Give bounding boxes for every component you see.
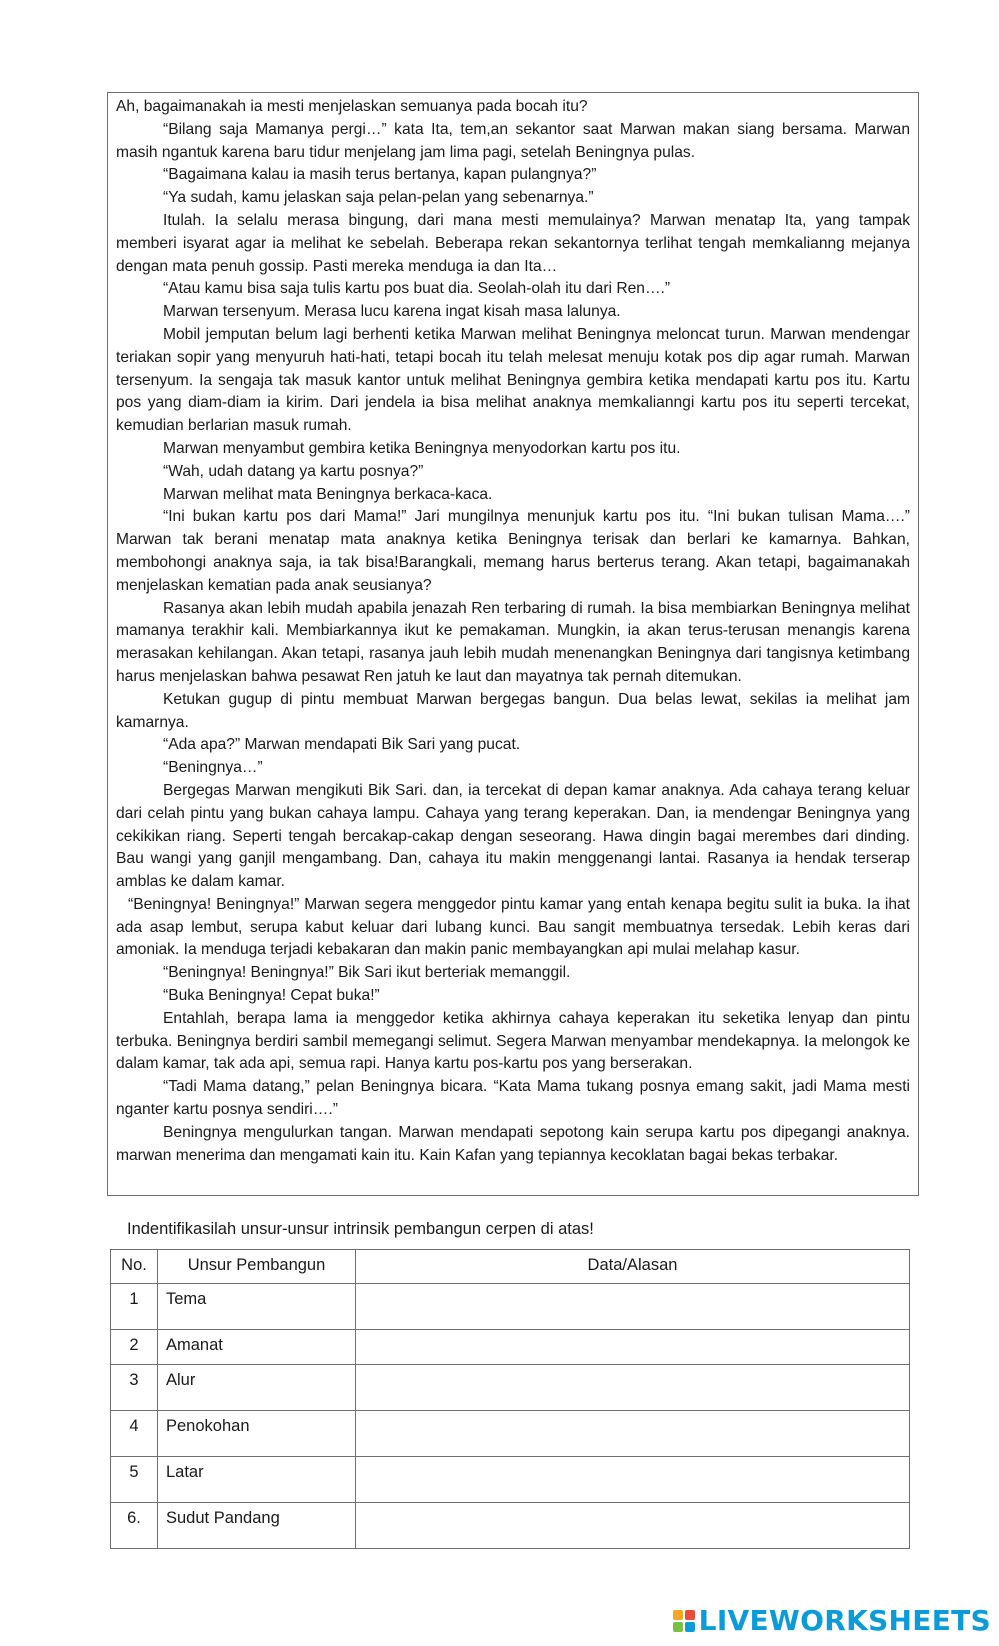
table-row [111,1503,910,1549]
story-paragraph: “Bilang saja Mamanya pergi…” kata Ita, tem,an sekantor saat Marwan makan siang bersama. Marwan masih ngantuk karena baru tidur menjelang jam lima pagi, setelah Beningnya pulas. [116,120,910,161]
story-paragraph: “Atau kamu bisa saja tulis kartu pos buat dia. Seolah-olah itu dari Ren….” [163,280,671,298]
story-paragraph: “Ini bukan kartu pos dari Mama!” Jari mungilnya menunjuk kartu pos itu. “Ini bukan tulisan Mama….” Marwan tak berani menatap mata anaknya ketika Beningnya terisak dan berlari ke kamarnya. Bahkan, membohongi anaknya saja, ia tak bisa!Barangkali, memang harus berterus terang. Akan tetapi, bagaimanakah menjelaskan kematian pada anak seusianya? [116,508,910,594]
story-paragraph: Ketukan gugup di pintu membuat Marwan bergegas bangun. Dua belas lewat, sekilas ia melihat jam kamarnya. [116,690,910,731]
table-row [111,1365,910,1411]
row-data-cell[interactable] [356,1284,910,1330]
story-paragraph: “Ya sudah, kamu jelaskan saja pelan-pelan yang sebenarnya.” [163,189,594,207]
row-data-cell[interactable] [356,1365,910,1411]
story-paragraph: “Wah, udah datang ya kartu posnya?” [163,462,424,480]
header-no: No. [111,1250,158,1284]
story-paragraph: Mobil jemputan belum lagi berhenti ketika Marwan melihat Beningnya meloncat turun. Marwan mendengar teriakan sopir yang menyuruh hati-hati, tetapi bocah itu telah melesat menuju kotak pos dip agar rumah. Marwan tersenyum. Ia sengaja tak masuk kantor untuk melihat Beningnya gembira ketika mendapati kartu pos itu. Kartu pos yang diam-diam ia kirim. Dari jendela ia bisa melihat anaknya memkalianngi kartu pos itu seperti tercekat, kemudian berlarian masuk rumah. [116,325,910,435]
logo-square [673,1610,683,1620]
row-no: 4 [111,1411,158,1457]
logo-square [685,1610,695,1620]
row-unsur: Sudut Pandang [158,1503,356,1549]
story-paragraph: “Beningnya! Beningnya!” Bik Sari ikut berteriak memanggil. [163,964,571,982]
row-unsur: Latar [158,1457,356,1503]
table-row [111,1330,910,1365]
row-no: 2 [111,1330,158,1365]
story-paragraph: Marwan melihat mata Beningnya berkaca-kaca. [163,485,493,503]
logo-wordmark: LIVEWORKSHEETS [698,1604,991,1637]
table-header-row [111,1250,910,1284]
story-paragraph: “Ada apa?” Marwan mendapati Bik Sari yang pucat. [163,736,521,754]
logo-square [673,1622,683,1632]
story-paragraph: Itulah. Ia selalu merasa bingung, dari mana mesti memulainya? Marwan menatap Ita, yang tampak memberi isyarat agar ia melihat ke sebelah. Beberapa rekan sekantornya terlihat tengah memkalianng mejanya dengan mata penuh gossip. Pasti mereka menduga ia dan Ita… [116,211,910,275]
story-paragraph: “Tadi Mama datang,” pelan Beningnya bicara. “Kata Mama tukang posnya emang sakit, jadi Mama mesti nganter kartu posnya sendiri….” [116,1078,910,1119]
story-paragraph: “Bagaimana kalau ia masih terus bertanya, kapan pulangnya?” [163,166,597,184]
logo-squares-icon [673,1610,695,1632]
header-data: Data/Alasan [356,1250,910,1284]
story-paragraph: Entahlah, berapa lama ia menggedor ketika akhirnya cahaya keperakan itu seketika lenyap dan pintu terbuka. Beningnya berdiri sambil memegangi selimut. Segera Marwan menyambar mendekapnya. Ia melongok ke dalam kamar, tak ada api, semua rapi. Hanya kartu pos-kartu pos yang berserakan. [116,1009,910,1073]
row-unsur: Alur [158,1365,356,1411]
row-unsur: Penokohan [158,1411,356,1457]
row-no: 6. [111,1503,158,1549]
row-data-cell[interactable] [356,1411,910,1457]
row-data-cell[interactable] [356,1457,910,1503]
story-paragraph: Ah, bagaimanakah ia mesti menjelaskan semuanya pada bocah itu? [116,98,588,115]
logo-square [685,1622,695,1632]
story-text-box [107,92,919,1196]
row-no: 5 [111,1457,158,1503]
story-paragraph: “Beningnya! Beningnya!” Marwan segera menggedor pintu kamar yang entah kenapa begitu sulit ia buka. Ia ihat ada asap lembut, serupa kabut keluar dari lubang kunci. Bau sangit membuatnya tersedak. Lebih keras dari amoniak. Ia menduga terjadi kebakaran dan makin panic membayangkan api mulai melahap kasur. [116,895,910,959]
story-paragraph: Marwan tersenyum. Merasa lucu karena ingat kisah masa lalunya. [163,303,621,321]
liveworksheets-logo [673,1604,991,1637]
row-unsur: Amanat [158,1330,356,1365]
row-no: 1 [111,1284,158,1330]
row-unsur: Tema [158,1284,356,1330]
story-paragraph: Rasanya akan lebih mudah apabila jenazah Ren terbaring di rumah. Ia bisa membiarkan Beningnya melihat mamanya terakhir kali. Membiarkannya ikut ke pemakaman. Mungkin, ia akan terus-terusan menangis karena merasakan kehilangan. Akan tetapi, rasanya jauh lebih mudah menenangkan Beningnya dari tangisnya ketimbang harus menjelaskan bahwa pesawat Ren jatuh ke laut dan mayatnya tak pernah ditemukan. [116,599,910,685]
story-paragraph: Bergegas Marwan mengikuti Bik Sari. dan, ia tercekat di depan kamar anaknya. Ada cahaya terang keluar dari celah pintu yang bukan cahaya lampu. Cahaya yang terang keperakan. Dan, ia mendengar Beningnya yang cekikikan riang. Seperti tengah bercakap-cakap dengan seseorang. Hawa dingin bagai merembes dari dinding. Bau wangi yang ganjil mengambang. Dan, cahaya itu makin menggenangi lantai. Rasanya ia hendak terserap amblas ke dalam kamar. [116,781,910,891]
story-paragraph: “Beningnya…” [163,759,263,777]
row-no: 3 [111,1365,158,1411]
intrinsic-elements-table [110,1249,910,1549]
story-paragraph: Marwan menyambut gembira ketika Beningnya menyodorkan kartu pos itu. [163,439,681,457]
table-row [111,1411,910,1457]
row-data-cell[interactable] [356,1330,910,1365]
instruction-text: Indentifikasilah unsur-unsur intrinsik pembangun cerpen di atas! [127,1220,594,1238]
table-row [111,1457,910,1503]
table-row [111,1284,910,1330]
story-paragraph: “Buka Beningnya! Cepat buka!” [163,987,380,1005]
header-unsur: Unsur Pembangun [158,1250,356,1284]
row-data-cell[interactable] [356,1503,910,1549]
story-paragraph: Beningnya mengulurkan tangan. Marwan mendapati sepotong kain serupa kartu pos dipegangi anaknya. marwan menerima dan mengamati kain itu. Kain Kafan yang tepiannya kecoklatan bagai bekas terbakar. [116,1123,910,1164]
